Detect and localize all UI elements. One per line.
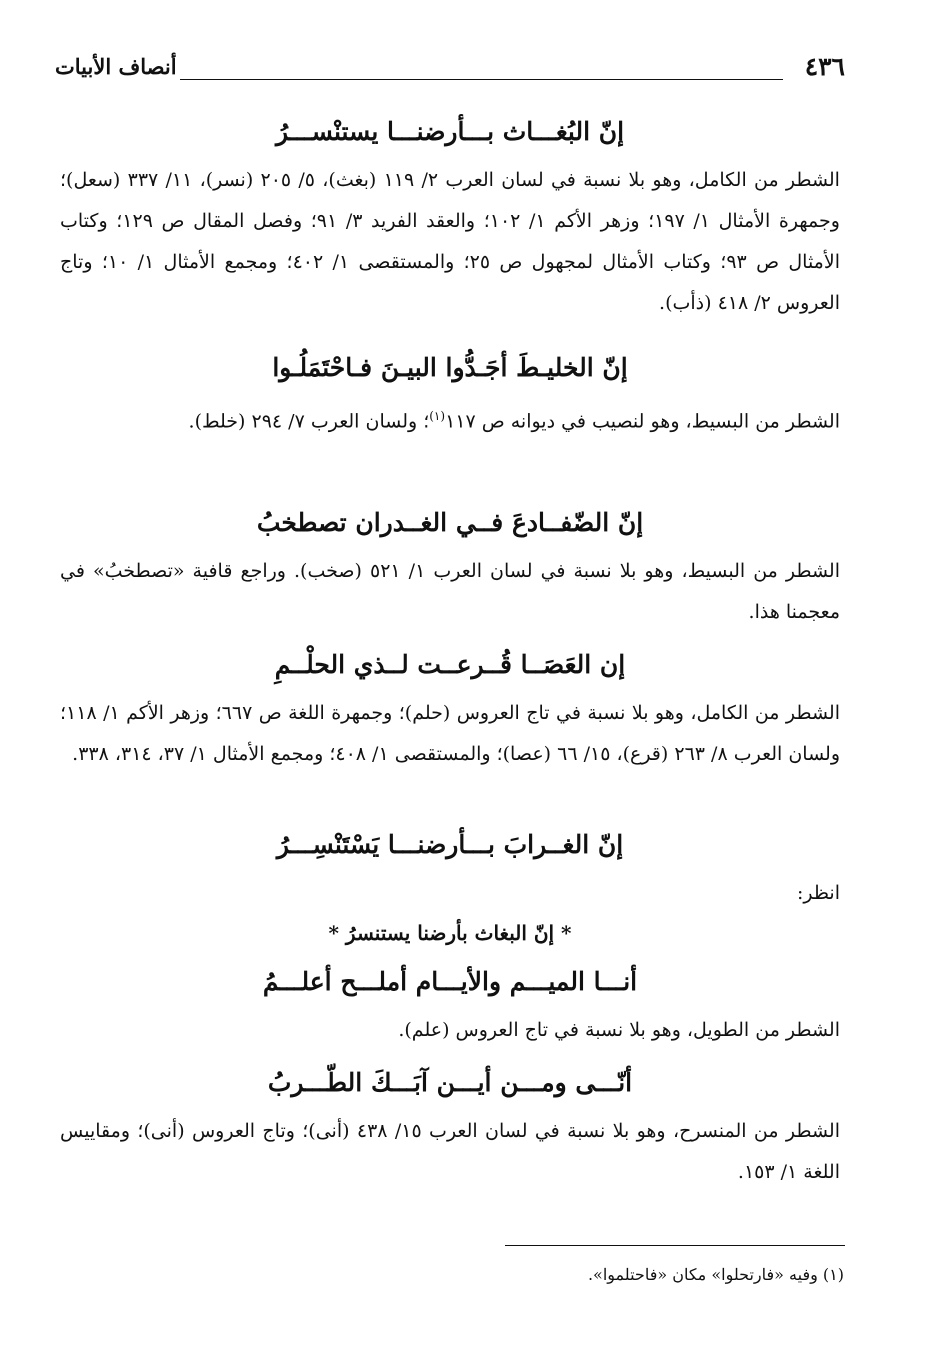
entry-body: الشطر من البسيط، وهو بلا نسبة في لسان العرب ١/ ٥٢١ (صخب). وراجع قافية «تصطخبُ» في معجمنا هذا. bbox=[60, 560, 840, 623]
entry-body bbox=[60, 396, 840, 442]
verse-heading: أنـــا الميـــم والأيـــام أملـــح أعلـــمُ bbox=[262, 967, 638, 996]
footnote: (١) وفيه «فارتحلوا» مكان «فاحتلموا». bbox=[587, 1265, 844, 1284]
verse-heading: إنّ البُغـــاث بـــأرضنـــا يستنْســـرُ bbox=[275, 117, 625, 146]
entry-5 bbox=[60, 825, 840, 953]
entry-3 bbox=[60, 503, 840, 633]
footnote-ref: (١) bbox=[429, 409, 446, 423]
entry-7 bbox=[60, 1063, 840, 1193]
verse-heading: إنّ الضّفــادعَ فــي الغــدران تصطخبُ bbox=[256, 508, 644, 537]
verse-heading: إنّ الغــرابَ بـــأرضنـــا يَسْتَنْسِـــرُ bbox=[276, 830, 624, 859]
entry-4 bbox=[60, 645, 840, 775]
see-also-label: انظر: bbox=[796, 882, 840, 904]
verse-heading: إن العَصَــا قُــرعــت لــذي الحلْــمِ bbox=[274, 650, 626, 679]
page-number: ٤٣٦ bbox=[804, 52, 845, 81]
verse-heading: أنّـــى ومـــن أيـــن آبَـــكَ الطّـــربُ bbox=[267, 1068, 633, 1097]
footnote-rule bbox=[505, 1245, 845, 1246]
entry-body: الشطر من الكامل، وهو بلا نسبة في تاج العروس (حلم)؛ وجمهرة اللغة ص ٦٦٧؛ وزهر الأكم ١/ ١١٨؛ ولسان العرب ٨/ ٢٦٣ (قرع)، ١٥/ ٦٦ (عصا)؛ والمستقصى ١/ ٤٠٨؛ ومجمع الأمثال ١/ ٣٧، ٣١٤، ٣٣٨. bbox=[60, 702, 840, 765]
running-title: أنصاف الأبيات bbox=[55, 54, 177, 79]
entry-body-text: الشطر من البسيط، وهو لنصيب في ديوانه ص ١١٧ bbox=[445, 410, 840, 433]
entry-body-text-cont: ؛ ولسان العرب ٧/ ٢٩٤ (خلط). bbox=[188, 410, 430, 433]
entry-6 bbox=[60, 962, 840, 1051]
page-header bbox=[55, 52, 845, 92]
entry-body: الشطر من الكامل، وهو بلا نسبة في لسان العرب ٢/ ١١٩ (بغث)، ٥/ ٢٠٥ (نسر)، ١١/ ٣٣٧ (سعل)؛ وجمهرة الأمثال ١/ ١٩٧؛ وزهر الأكم ١/ ١٠٢؛ والعقد الفريد ٣/ ٩١؛ وفصل المقال ص ١٢٩؛ وكتاب الأمثال ص ٩٣؛ وكتاب الأمثال لمجهول ص ٢٥؛ والمستقصى ١/ ٤٠٢؛ ومجمع الأمثال ١/ ١٠؛ وتاج العروس ٢/ ٤١٨ (ذأب). bbox=[60, 169, 840, 314]
entry-1 bbox=[60, 112, 840, 324]
entry-body: الشطر من الطويل، وهو بلا نسبة في تاج العروس (علم). bbox=[398, 1019, 840, 1041]
entry-2 bbox=[60, 348, 840, 442]
verse-heading: إنّ الخليـطَ أجَـدُّوا البيـنَ فـاحْتَمَلُـوا bbox=[272, 353, 628, 382]
cross-reference: * إنّ البغاث بأرضنا يستنسرُ * bbox=[328, 921, 572, 945]
header-rule bbox=[180, 79, 783, 80]
entry-body: الشطر من المنسرح، وهو بلا نسبة في لسان العرب ١٥/ ٤٣٨ (أنى)؛ وتاج العروس (أنى)؛ ومقاييس اللغة ١/ ١٥٣. bbox=[60, 1120, 840, 1183]
